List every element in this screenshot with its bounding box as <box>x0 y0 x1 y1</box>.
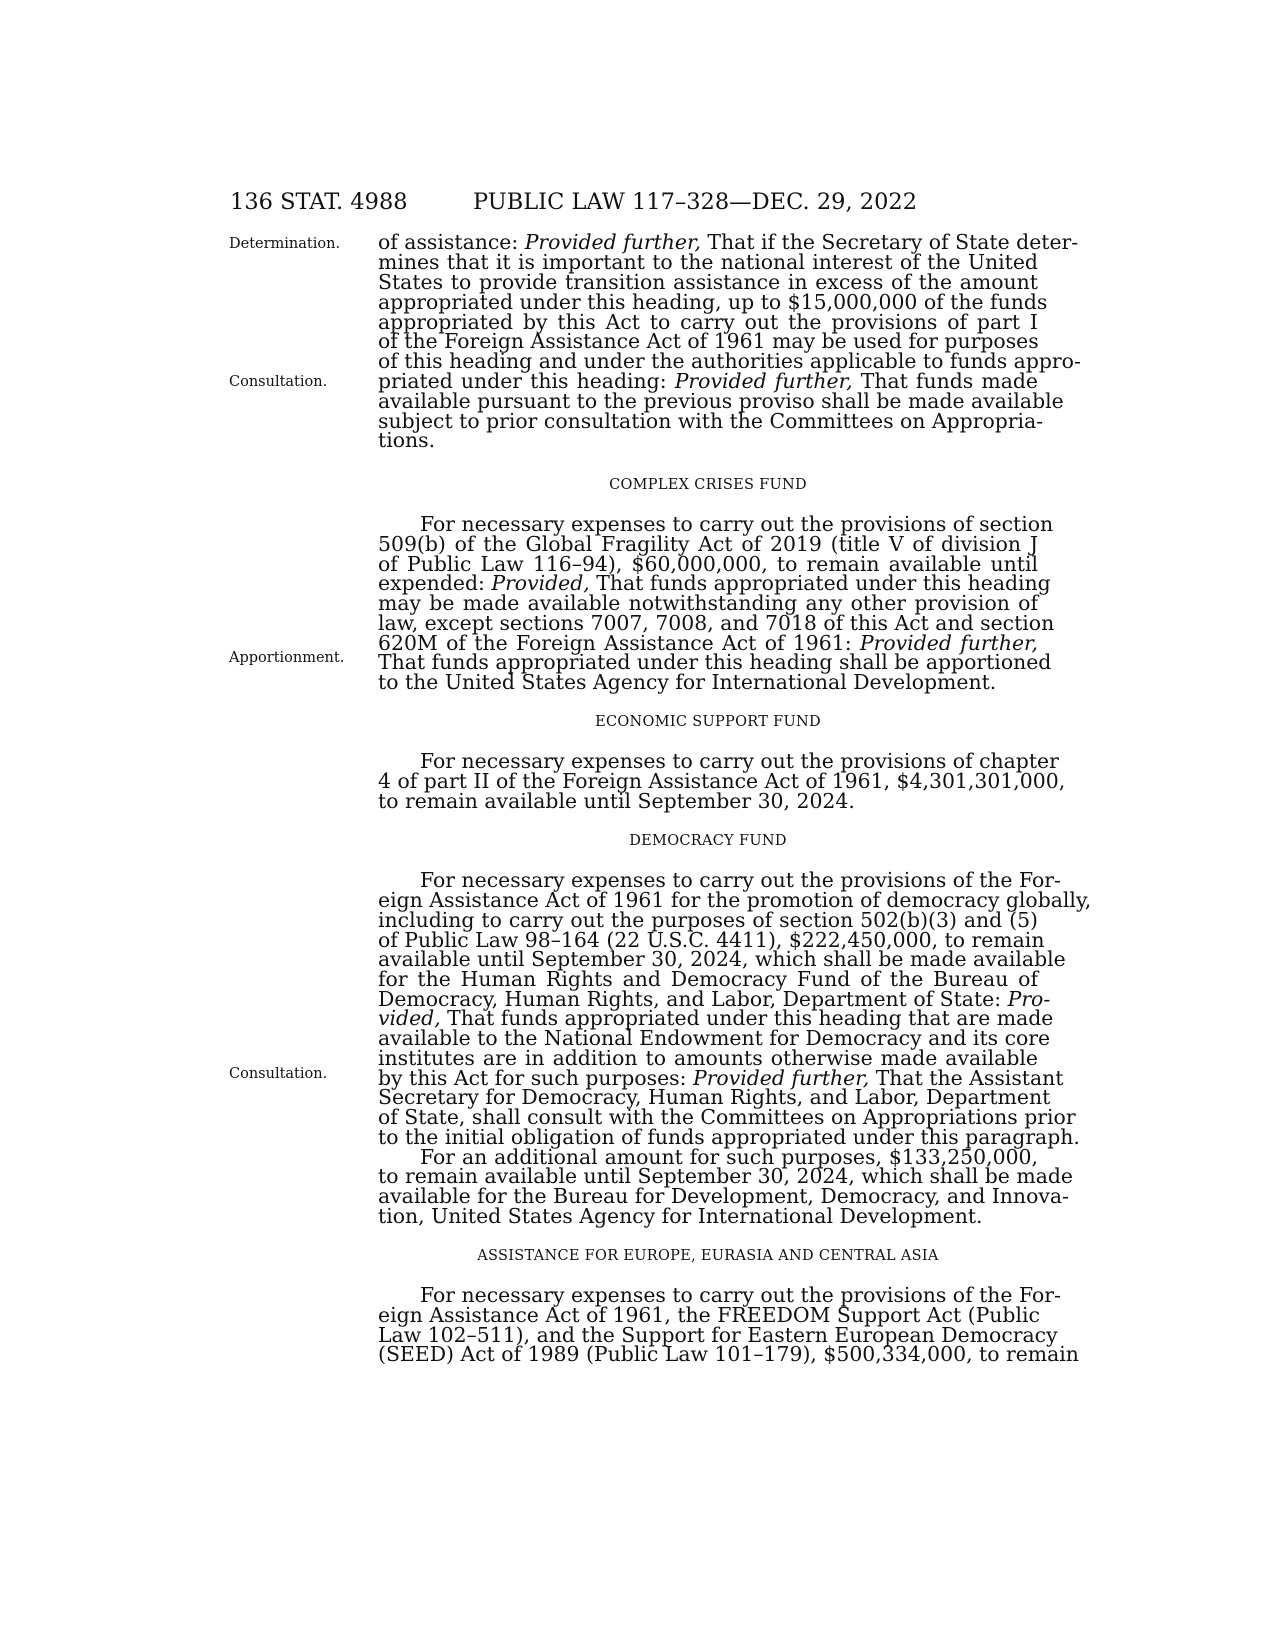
text-line: law, except sections 7007, 7008, and 7018 of this Act and section <box>378 611 1055 635</box>
text-line: of Public Law 116–94), $60,000,000, to remain available until <box>378 552 1038 576</box>
text-line: of Public Law 98–164 (22 U.S.C. 4411), $222,450,000, to remain <box>378 928 1045 952</box>
text-line: to the initial obligation of funds appropriated under this paragraph. <box>378 1125 1080 1149</box>
text-line: For necessary expenses to carry out the provisions of the For- <box>420 1283 1061 1307</box>
text-line: For necessary expenses to carry out the provisions of chapter <box>420 749 1059 773</box>
text-line: appropriated under this heading, up to $15,000,000 of the funds <box>378 290 1048 314</box>
margin-note-consultation: Consultation. <box>229 374 328 390</box>
text-line: subject to prior consultation with the Committees on Appropria- <box>378 409 1044 433</box>
text-line: That funds appropriated under this heading shall be apportioned <box>378 650 1052 674</box>
text-line: available pursuant to the previous proviso shall be made available <box>378 389 1064 413</box>
law-title: PUBLIC LAW 117–328—DEC. 29, 2022 <box>473 189 918 215</box>
section-heading: ASSISTANCE FOR EUROPE, EURASIA AND CENTRAL ASIA <box>477 1248 939 1264</box>
text-line: to the United States Agency for International Development. <box>378 670 997 694</box>
text-line: by this Act for such purposes: Provided further, That the Assistant <box>378 1066 1064 1090</box>
text-line: For an additional amount for such purposes, $133,250,000, <box>420 1145 1038 1169</box>
margin-note-consultation-2: Consultation. <box>229 1066 328 1082</box>
text-line: tions. <box>378 428 436 452</box>
stat-citation: 136 STAT. 4988 <box>230 189 408 215</box>
text-line: including to carry out the purposes of section 502(b)(3) and (5) <box>378 908 1038 932</box>
text-line: Secretary for Democracy, Human Rights, and Labor, Department <box>378 1085 1051 1109</box>
text-line: appropriated by this Act to carry out the provisions of part I <box>378 310 1038 334</box>
text-line: of assistance: Provided further, That if the Secretary of State deter- <box>378 230 1079 254</box>
text-line: of the Foreign Assistance Act of 1961 may be used for purposes <box>378 329 1039 353</box>
text-line: available until September 30, 2024, which shall be made available <box>378 947 1066 971</box>
section-heading: DEMOCRACY FUND <box>629 833 787 849</box>
text-line: tion, United States Agency for International Development. <box>378 1204 983 1228</box>
text-line: expended: Provided, That funds appropriated under this heading <box>378 571 1051 595</box>
text-line: Law 102–511), and the Support for Eastern European Democracy <box>378 1323 1058 1347</box>
text-line: for the Human Rights and Democracy Fund of the Bureau of <box>378 967 1038 991</box>
margin-note-determination: Determination. <box>229 236 341 252</box>
text-line: eign Assistance Act of 1961, the FREEDOM Support Act (Public <box>378 1303 1040 1327</box>
section-heading: ECONOMIC SUPPORT FUND <box>595 714 821 730</box>
text-line: to remain available until September 30, 2024. <box>378 789 855 813</box>
text-line: to remain available until September 30, 2024, which shall be made <box>378 1164 1073 1188</box>
text-line: 620M of the Foreign Assistance Act of 1961: Provided further, <box>378 631 1039 655</box>
text-line: 4 of part II of the Foreign Assistance Act of 1961, $4,301,301,000, <box>378 769 1066 793</box>
text-line: of State, shall consult with the Committees on Appropriations prior <box>378 1105 1076 1129</box>
text-line: 509(b) of the Global Fragility Act of 2019 (title V of division J <box>378 532 1038 556</box>
section-heading: COMPLEX CRISES FUND <box>609 477 807 493</box>
text-line: available for the Bureau for Development, Democracy, and Innova- <box>378 1184 1069 1208</box>
text-line: of this heading and under the authorities applicable to funds appro- <box>378 349 1081 373</box>
text-line: eign Assistance Act of 1961 for the promotion of democracy globally, <box>378 888 1092 912</box>
text-line: For necessary expenses to carry out the provisions of the For- <box>420 868 1061 892</box>
margin-note-apportionment: Apportionment. <box>229 650 345 666</box>
text-line: mines that it is important to the national interest of the United <box>378 250 1038 274</box>
text-line: For necessary expenses to carry out the provisions of section <box>420 512 1054 536</box>
text-line: (SEED) Act of 1989 (Public Law 101–179), $500,334,000, to remain <box>378 1342 1079 1366</box>
text-line: vided, That funds appropriated under this heading that are made <box>378 1006 1054 1030</box>
text-line: may be made available notwithstanding any other provision of <box>378 591 1038 615</box>
text-line: institutes are in addition to amounts otherwise made available <box>378 1046 1038 1070</box>
text-line: Democracy, Human Rights, and Labor, Department of State: Pro- <box>378 987 1051 1011</box>
text-line: available to the National Endowment for Democracy and its core <box>378 1026 1051 1050</box>
page-header <box>230 189 918 215</box>
text-line: priated under this heading: Provided further, That funds made <box>378 369 1038 393</box>
text-line: States to provide transition assistance in excess of the amount <box>378 270 1038 294</box>
